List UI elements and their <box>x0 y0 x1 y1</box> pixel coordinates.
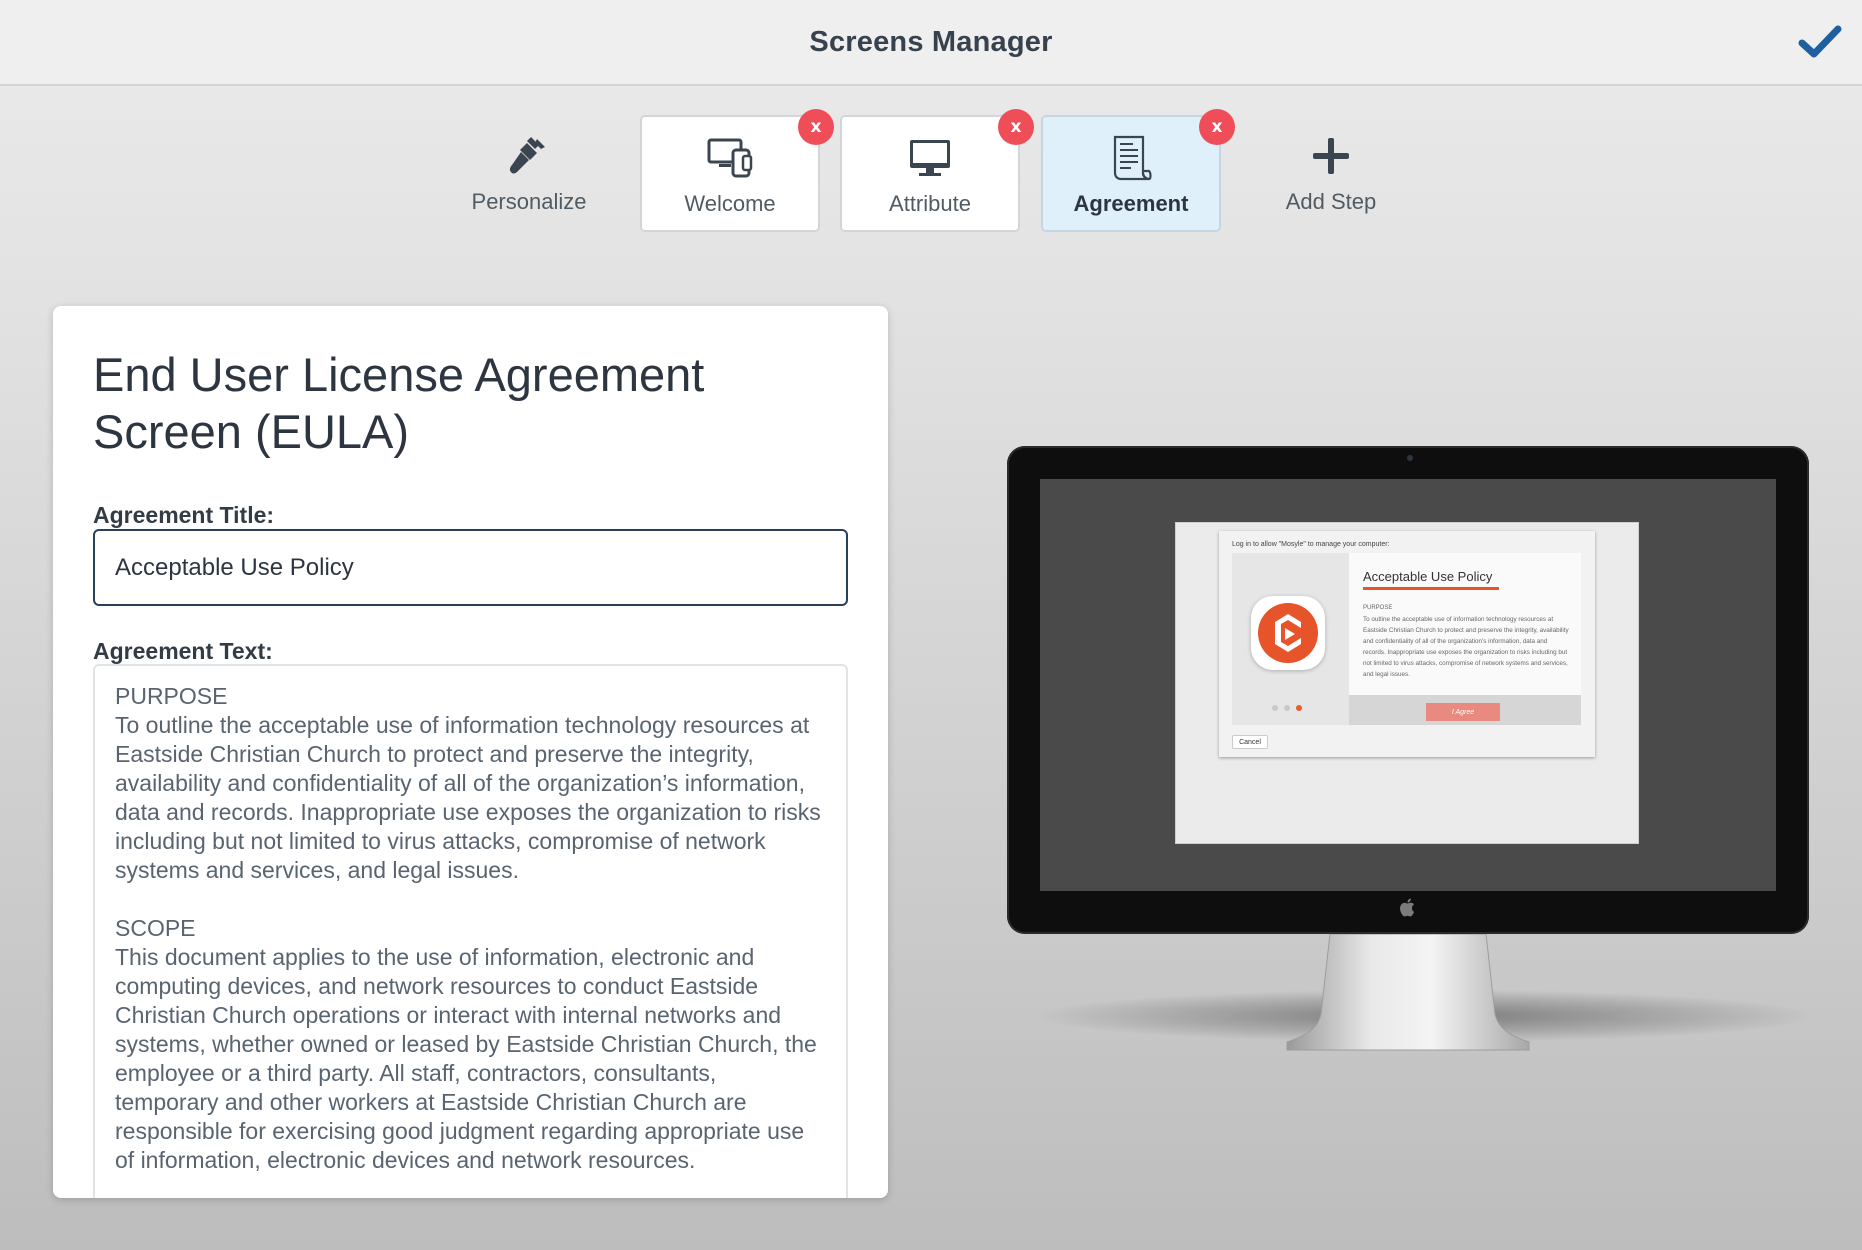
step-attribute[interactable] <box>840 115 1020 232</box>
paintbrush-icon <box>509 133 549 179</box>
eula-editor-panel <box>53 306 888 1198</box>
preview-dialog <box>1219 531 1595 757</box>
page-dot-active <box>1296 705 1302 711</box>
step-label: Personalize <box>471 189 587 214</box>
agreement-text-area[interactable] <box>93 664 848 1198</box>
section-body: This document applies to the use of information, electronic and computing devices, and network resources to conduct Eastside Christian Church operations or interact with internal networks and systems, whether owned or leased by Eastside Christian Church, the employee or a third party. All staff, contractors, consultants, temporary and other workers at Eastside Christian Church are responsible for exercising good judgment regarding appropriate use of information, electronic devices and network resources. <box>115 944 817 1173</box>
document-icon <box>1109 135 1153 181</box>
done-button[interactable] <box>1794 16 1846 68</box>
add-step-button[interactable] <box>1241 115 1421 232</box>
checkmark-icon <box>1798 24 1842 60</box>
step-label: Add Step <box>1285 189 1377 214</box>
panel-title: End User License Agreement Screen (EULA) <box>93 348 705 458</box>
apple-logo-icon <box>1395 898 1419 922</box>
preview-backdrop <box>1175 522 1639 844</box>
page-title: Screens Manager <box>809 25 1053 58</box>
step-welcome[interactable] <box>640 115 820 232</box>
step-personalize[interactable] <box>439 115 619 232</box>
preview-cancel-button: Cancel <box>1232 735 1268 749</box>
monitor-screen <box>1040 479 1776 891</box>
preview-page-dots <box>1272 705 1302 711</box>
step-label: Agreement <box>1073 191 1189 216</box>
section-body: To outline the acceptable use of information technology resources at Eastside Christian Church to protect and preserve the integrity, availability and confidentiality of all of the organization’s information, data and records. Inappropriate use exposes the organization to risks including but not limited to virus attacks, compromise of network systems and services, and legal issues. <box>115 712 821 883</box>
section-heading: SCOPE <box>115 915 196 941</box>
preview-title: Acceptable Use Policy <box>1363 569 1493 584</box>
section-heading: PURPOSE <box>115 683 228 709</box>
plus-icon <box>1311 133 1351 179</box>
monitor-icon <box>908 135 952 181</box>
agreement-title-input[interactable] <box>93 529 848 606</box>
preview-agree-button: I Agree <box>1426 703 1500 721</box>
preview-footer <box>1349 695 1581 725</box>
camera-dot <box>1407 455 1413 461</box>
agreement-title-label: Agreement Title: <box>93 502 275 528</box>
steps-bar <box>0 115 1862 235</box>
top-bar <box>0 0 1862 86</box>
monitor-stand <box>1285 934 1531 1054</box>
preview-title-underline <box>1363 587 1499 590</box>
agreement-text-label: Agreement Text: <box>93 638 273 664</box>
page-dot <box>1284 705 1290 711</box>
mosyle-logo-icon <box>1251 596 1325 670</box>
remove-step-button[interactable]: x <box>998 109 1034 145</box>
step-agreement[interactable] <box>1041 115 1221 232</box>
monitor-preview <box>1007 446 1809 934</box>
preview-body-text: To outline the acceptable use of information technology resources at Eastside Christian Church to protect and preserve the integrity, availability and confidentiality of all of the organization's information, data and records. Inappropriate use exposes the organization to risks including but not limited to virus attacks, compromise of network systems and services, and legal issues. <box>1363 616 1569 678</box>
step-label: Attribute <box>889 191 971 216</box>
remove-step-button[interactable]: x <box>798 109 834 145</box>
text-section <box>115 914 826 1175</box>
preview-logo-pane <box>1232 553 1349 725</box>
page-dot <box>1272 705 1278 711</box>
devices-icon <box>707 135 753 181</box>
step-label: Welcome <box>684 191 776 216</box>
preview-purpose-heading: PURPOSE <box>1363 605 1393 611</box>
text-section <box>115 682 826 885</box>
preview-login-message: Log in to allow "Mosyle" to manage your computer: <box>1232 541 1390 548</box>
remove-step-button[interactable]: x <box>1199 109 1235 145</box>
